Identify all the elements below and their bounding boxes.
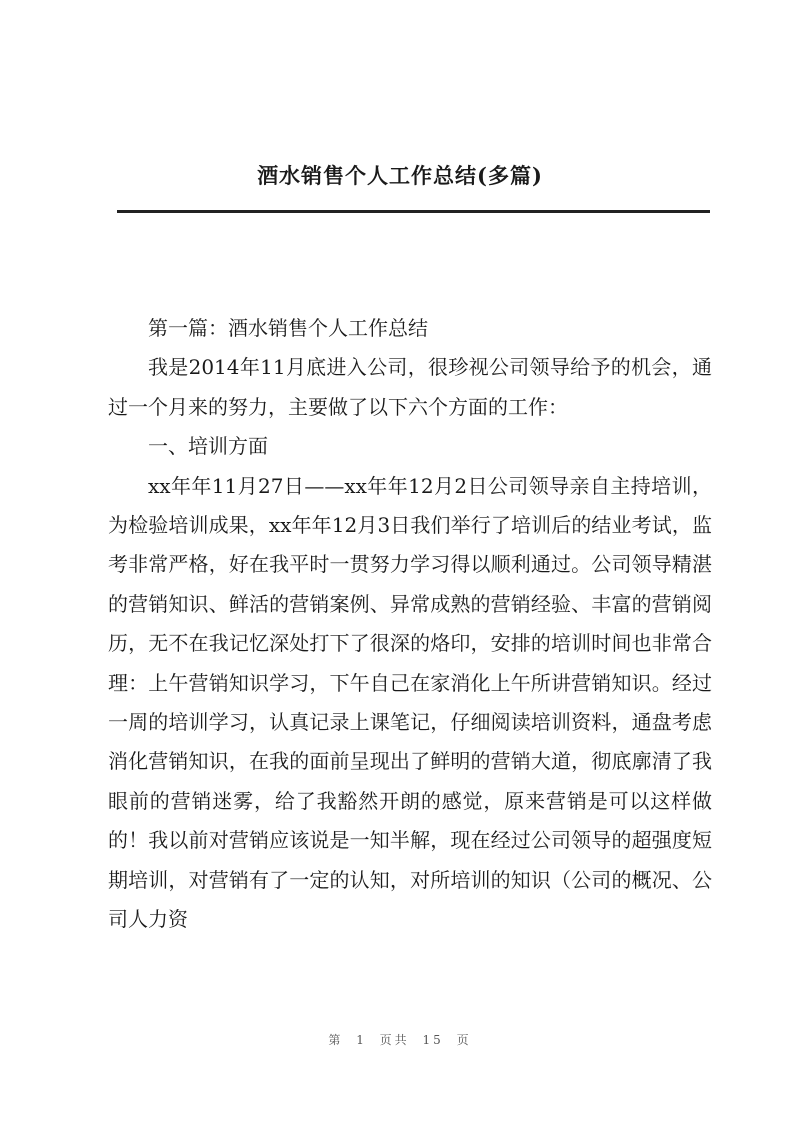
page-footer: 第 1 页共 15 页 [328,1033,472,1047]
intro-paragraph: 我是2014年11月底进入公司，很珍视公司领导给予的机会，通过一个月来的努力，主要做了以下六个方面的工作： [108,355,712,419]
section-heading-part-one: 第一篇：酒水销售个人工作总结 [148,316,428,340]
title-underline [117,210,710,213]
document-body [108,309,712,940]
training-paragraph: xx年年11月27日——xx年年12月2日公司领导亲自主持培训，为检验培训成果，xx年年12月3日我们举行了培训后的结业考试，监考非常严格，好在我平时一贯努力学习得以顺利通过。公司领导精湛的营销知识、鲜活的营销案例、异常成熟的营销经验、丰富的营销阅历，无不在我记忆深处打下了很深的烙印，安排的培训时间也非常合理：上午营销知识学习，下午自己在家消化上午所讲营销知识。经过一周的培训学习，认真记录上课笔记，仔细阅读培训资料，通盘考虑消化营销知识，在我的面前呈现出了鲜明的营销大道，彻底廓清了我眼前的营销迷雾，给了我豁然开朗的感觉，原来营销是可以这样做的！我以前对营销应该说是一知半解，现在经过公司领导的超强度短期培训，对营销有了一定的认知，对所培训的知识（公司的概况、公司人力资 [108,473,712,932]
document-title: 酒水销售个人工作总结(多篇) [257,163,543,188]
subsection-heading-training: 一、培训方面 [148,434,268,459]
